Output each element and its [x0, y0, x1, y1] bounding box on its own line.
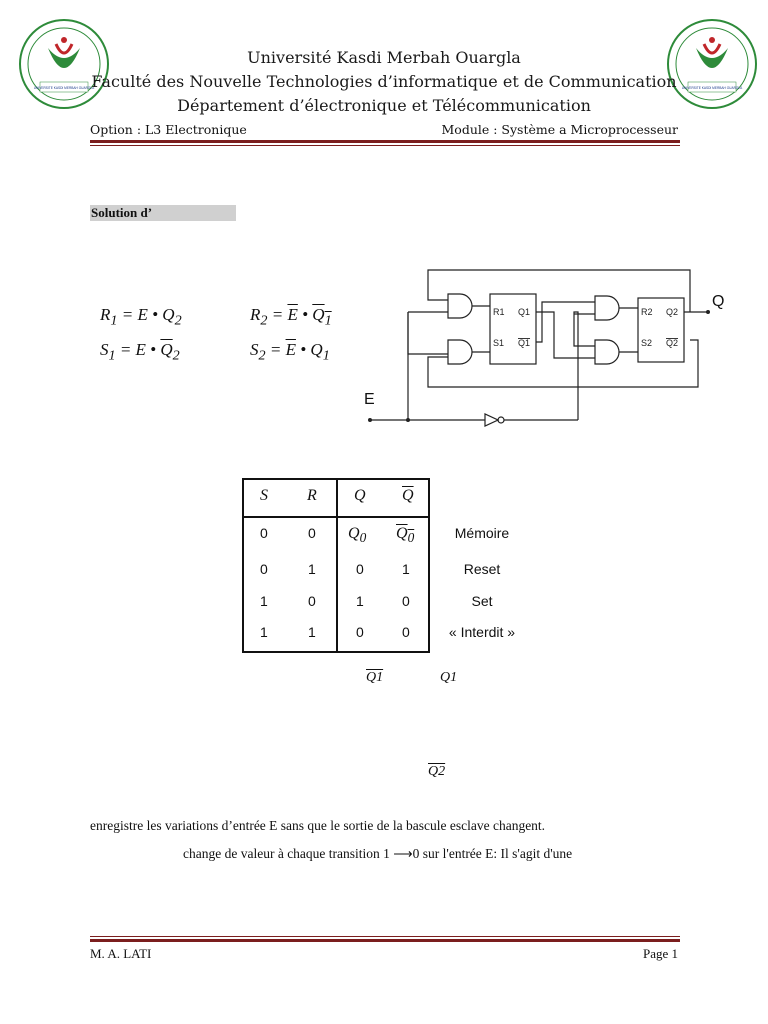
faculty-name: Faculté des Nouvelle Technologies d’informatique et de Communication	[91, 72, 677, 91]
header-rule	[90, 140, 680, 143]
option-label: Option : L3 Electronique	[90, 122, 247, 137]
equation-r1: $R_1 = E$ • $Q_2$	[100, 305, 182, 329]
tt-cell-r: 1	[308, 561, 316, 577]
q1-label: Q1	[440, 670, 458, 685]
equation-s2: $S_2 = \overline{E}$ • $Q_1$	[250, 340, 330, 364]
tt-cell-qbar: 0	[402, 593, 410, 609]
output-q-label: Q	[712, 293, 725, 310]
tt-cell-r: 0	[308, 525, 316, 541]
ff1-s-label: S1	[493, 338, 505, 348]
ff2-q-label: Q2	[666, 307, 679, 317]
tt-row-label: « Interdit »	[448, 624, 516, 640]
ff1-qbar-label: Q1	[518, 338, 531, 348]
tt-cell-qbar: 0	[402, 624, 410, 640]
tt-cell-q: 0	[356, 624, 364, 640]
tt-cell-r: 1	[308, 624, 316, 640]
tt-cell-qbar: 1	[402, 561, 410, 577]
tt-cell-q: 0	[356, 561, 364, 577]
q2-bar-label: Q2	[428, 764, 446, 779]
tt-row-label: Mémoire	[454, 525, 510, 541]
tt-cell-qbar: $Q_0$	[396, 525, 415, 546]
tt-cell-r: 0	[308, 593, 316, 609]
truth-table-divider-h	[242, 516, 430, 518]
ff2-qbar-label: Q2	[666, 338, 679, 348]
footer-rule-thin	[90, 936, 680, 937]
footer-author: M. A. LATI	[90, 946, 152, 961]
ff2-r-label: R2	[641, 307, 653, 317]
header-q: Q	[354, 487, 366, 504]
ff1-r-label: R1	[493, 307, 505, 317]
footer-rule	[90, 939, 680, 942]
equation-s1: $S_1 = E$ • $\overline{Q}_2$	[100, 340, 180, 364]
logo-text-right: UNIVERSITE KASDI MERBAH OUARGLA	[681, 86, 743, 90]
header-qbar: $\overline{Q}$	[402, 487, 414, 504]
module-label: Module : Système a Microprocesseur	[441, 122, 678, 137]
tt-row-label: Set	[471, 593, 493, 609]
logo-text-left: UNIVERSITE KASDI MERBAH OUARGLA	[33, 86, 95, 90]
tt-cell-s: 0	[260, 561, 268, 577]
tt-cell-q: $Q_0$	[348, 525, 367, 546]
tt-cell-s: 1	[260, 593, 268, 609]
q1-bar-label: Q1	[366, 670, 384, 685]
footer-page: Page 1	[642, 946, 678, 961]
equation-r2: $R_2 = \overline{E}$ • $Q_1$	[250, 305, 332, 329]
tt-cell-s: 0	[260, 525, 268, 541]
header-s: S	[260, 487, 268, 504]
truth-table-header-row	[242, 478, 430, 516]
ff2-s-label: S2	[641, 338, 653, 348]
university-name: Université Kasdi Merbah Ouargla	[247, 48, 521, 67]
header-r: R	[307, 487, 317, 504]
input-e-label: E	[364, 391, 375, 408]
tt-row-label: Reset	[463, 561, 501, 577]
body-line-2: change de valeur à chaque transition 1 ⟶0 sur l'entrée E: Il s'agit d'une	[183, 846, 573, 861]
ff1-q-label: Q1	[518, 307, 531, 317]
master-slave-circuit	[360, 262, 730, 432]
department-name: Département d’électronique et Télécommunication	[177, 96, 591, 115]
tt-cell-s: 1	[260, 624, 268, 640]
header-rule-thin	[90, 145, 680, 146]
section-title: Solution d’	[91, 205, 153, 220]
tt-cell-q: 1	[356, 593, 364, 609]
body-line-1: enregistre les variations d’entrée E sans que le sortie de la bascule esclave changent.	[90, 818, 546, 833]
